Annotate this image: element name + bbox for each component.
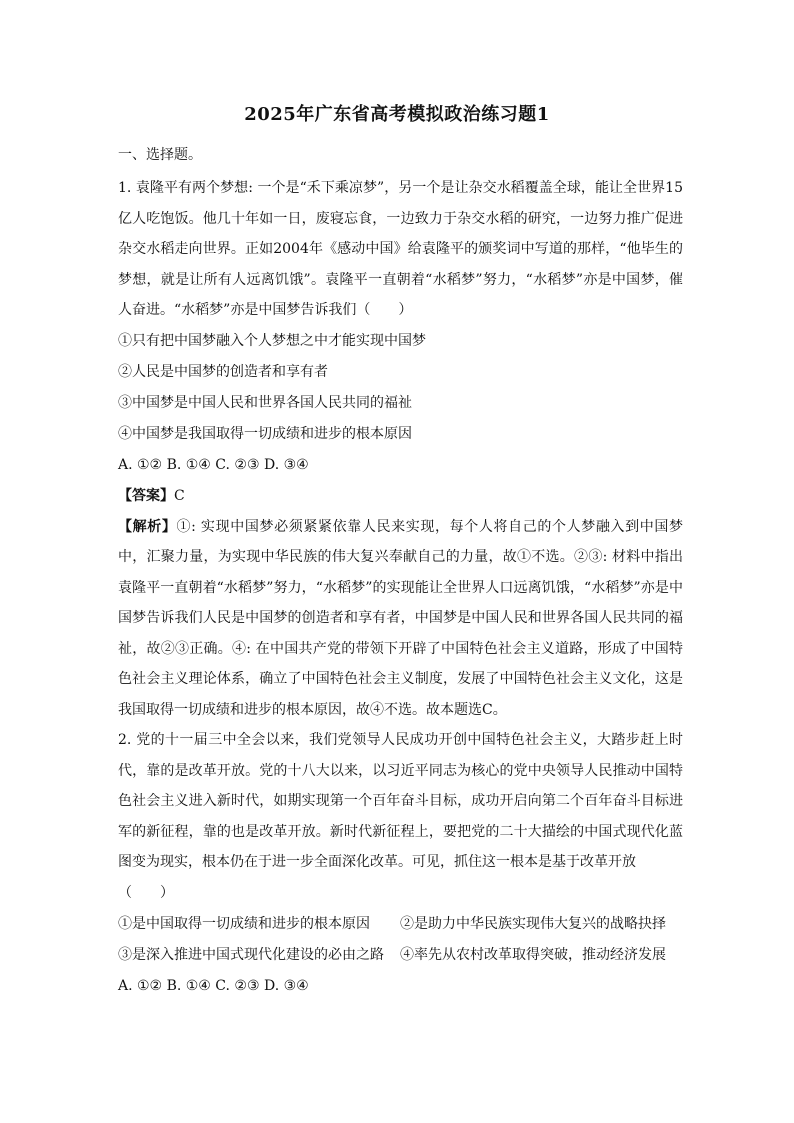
- question-2-option-2: ②是助力中华民族实现伟大复兴的战略抉择: [400, 915, 666, 932]
- question-2-options-row-1: [118, 909, 683, 940]
- analysis-label: 【解析】: [118, 518, 177, 535]
- question-2-option-3: ③是深入推进中国式现代化建设的必由之路: [118, 946, 384, 963]
- page-title: 2025年广东省高考模拟政治练习题1: [244, 104, 550, 125]
- analysis-text: ①: 实现中国梦必须紧紧依靠人民来实现，每个人将自己的个人梦融入到中国梦中，汇聚力量，为实现中华民族的伟大复兴奉献自己的力量，故①不选。②③: 材料中指出袁隆平一直朝着“水稻梦”努力，“水稻梦”的实现能让全世界人口远离饥饿，“水稻梦”亦是中国梦告诉我们人民是中国梦的创造者和享有者，中国梦是中国人民和世界各国人民共同的福祉，故②③正确。④: 在中国共产党的带领下开辟了中国特色社会主义道路，形成了中国特色社会主义理论体系，确立了中国特色社会主义制度，发展了中国特色社会主义文化，这是我国取得一切成绩和进步的根本原因，故④不选。故本题选C。: [118, 518, 684, 718]
- question-2-choices: A. ①② B. ①④ C. ②③ D. ③④: [118, 977, 309, 994]
- question-1-answer: [118, 481, 683, 512]
- question-2-paren: （ ）: [118, 884, 174, 901]
- question-1-analysis: [118, 512, 683, 726]
- question-1-option-2: ②人民是中国梦的创造者和享有者: [118, 363, 328, 380]
- answer-value: C: [174, 487, 185, 504]
- question-1-choices: A. ①② B. ①④ C. ②③ D. ③④: [118, 456, 309, 473]
- section-heading: 一、选择题。: [118, 147, 202, 163]
- answer-label: 【答案】: [118, 487, 174, 504]
- question-2-option-4: ④率先从农村改革取得突破，推动经济发展: [400, 946, 666, 963]
- question-1-option-3: ③中国梦是中国人民和世界各国人民共同的福祉: [118, 394, 412, 411]
- question-2-stem: 2. 党的十一届三中全会以来，我们党领导人民成功开创中国特色社会主义，大踏步赶上时代，靠的是改革开放。党的十八大以来，以习近平同志为核心的党中央领导人民推动中国特色社会主义进入新时代，如期实现第一个百年奋斗目标，成功开启向第二个百年奋斗目标进军的新征程，靠的也是改革开放。新时代新征程上，要把党的二十大描绘的中国式现代化蓝图变为现实，根本仍在于进一步全面深化改革。可见，抓住这一根本是基于改革开放: [118, 732, 683, 870]
- question-2-option-1: ①是中国取得一切成绩和进步的根本原因: [118, 915, 370, 932]
- question-1-stem: 1. 袁隆平有两个梦想: 一个是“禾下乘凉梦”，另一个是让杂交水稻覆盖全球，能让全世界15亿人吃饱饭。他几十年如一日，废寝忘食，一边致力于杂交水稻的研究，一边努力推广促进杂交水稻走向世界。正如2004年《感动中国》给袁隆平的颁奖词中写道的那样，“他毕生的梦想，就是让所有人远离饥饿”。袁隆平一直朝着“水稻梦”努力，“水稻梦”亦是中国梦，催人奋进。“水稻梦”亦是中国梦告诉我们（ ）: [118, 180, 683, 318]
- question-1-option-1: ①只有把中国梦融入个人梦想之中才能实现中国梦: [118, 332, 426, 349]
- question-2-options-row-2: [118, 940, 683, 971]
- question-1-option-4: ④中国梦是我国取得一切成绩和进步的根本原因: [118, 425, 412, 442]
- document-body: [118, 140, 683, 1002]
